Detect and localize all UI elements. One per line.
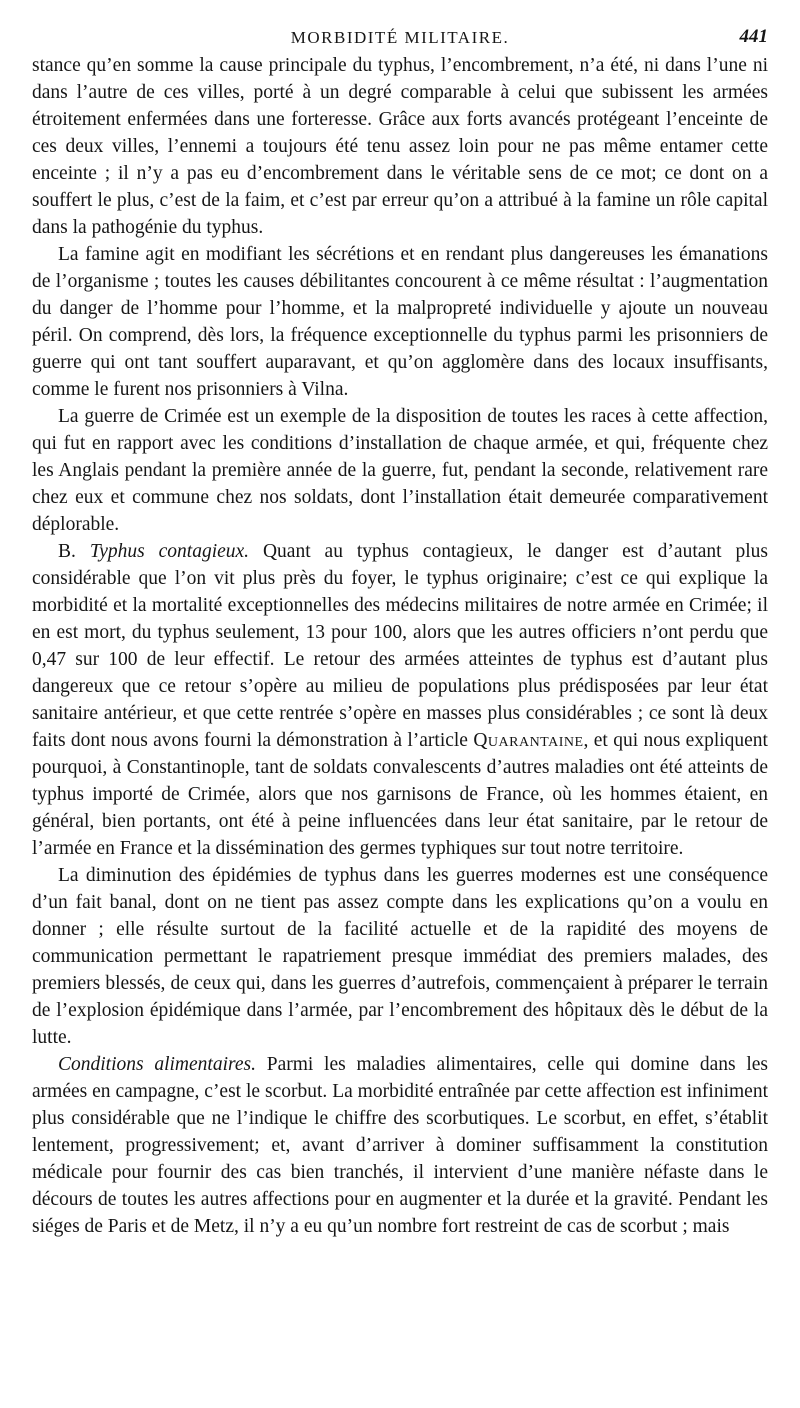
body-text: [32, 52, 768, 1240]
running-title: MORBIDITÉ MILITAIRE.: [290, 28, 510, 47]
paragraph-1: [32, 52, 768, 241]
paragraph-4-text-b: , et qui nous expliquent pourquoi, à Constantinople, tant de soldats convalescents d’autres maladies ont été atteints de typhus importé de Crimée, alors que nos garnisons de France, où les hommes étaient, en général, bien portants, ont été à peine influencées dans leur état sanitaire, par le retour de l’armée en France et la dissémination des germes typhiques sur tout notre territoire.: [32, 730, 768, 859]
paragraph-5: [32, 862, 768, 1051]
paragraph-1-text: stance qu’en somme la cause principale du typhus, l’encombrement, n’a été, ni dans l’une ni dans l’autre de ces villes, porté à un degré comparable à celui que subissent les armées étroitement enfermées dans une forteresse. Grâce aux forts avancés protégeant l’enceinte de ces deux villes, l’ennemi a toujours été tenu assez loin pour ne pas même entamer cette enceinte ; il n’y a pas eu d’encombrement dans le véritable sens de ce mot; ce dont on a souffert le plus, c’est de la faim, et c’est par erreur qu’on a attribué à la famine un rôle capital dans la pathogénie du typhus.: [32, 55, 768, 238]
paragraph-6-text: Parmi les maladies alimentaires, celle qui domine dans les armées en campagne, c’est le scorbut. La morbidité entraînée par cette affection est infiniment plus considérable que ne l’indique le chiffre des scorbutiques. Le scorbut, en effet, s’établit lentement, progressivement; et, avant d’arriver à dominer suffisamment la constitution médicale pour fournir des cas bien tranchés, il intervient d’une manière néfaste dans le décours de toutes les autres affections pour en augmenter et la durée et la gravité. Pendant les siéges de Paris et de Metz, il n’y a eu qu’un nombre fort restreint de cas de scorbut ; mais: [32, 1054, 768, 1237]
paragraph-3-text: La guerre de Crimée est un exemple de la disposition de toutes les races à cette affection, qui fut en rapport avec les conditions d’installation de chaque armée, et qui, fréquente chez les Anglais pendant la première année de la guerre, fut, pendant la seconde, relativement rare chez eux et commune chez nos soldats, dont l’installation était demeurée comparativement déplorable.: [32, 406, 768, 535]
paragraph-2: [32, 241, 768, 403]
paragraph-4-lead: B.: [58, 541, 90, 562]
page-number: 441: [739, 26, 768, 47]
document-page: [32, 22, 768, 1240]
page-header: [32, 22, 768, 52]
paragraph-4-text-a: Quant au typhus contagieux, le danger est d’autant plus considérable que l’on vit plus près du foyer, le typhus originaire; c’est ce qui explique la morbidité et la mortalité exceptionnelles des médecins militaires de notre armée en Crimée; il en est mort, du typhus seulement, 13 pour 100, alors que les autres officiers n’ont perdu que 0,47 sur 100 de leur effectif. Le retour des armées atteintes de typhus est d’autant plus dangereux que ce retour s’opère au milieu de populations plus prédisposées par leur état sanitaire antérieur, et que cette rentrée s’opère en masses plus considérables ; ce sont là deux faits dont nous avons fourni la démonstration à l’article: [32, 541, 768, 751]
paragraph-6: [32, 1051, 768, 1240]
paragraph-4: [32, 538, 768, 862]
cross-reference: Quarantaine: [473, 730, 584, 751]
paragraph-6-heading: Conditions alimentaires.: [58, 1054, 256, 1075]
paragraph-5-text: La diminution des épidémies de typhus dans les guerres modernes est une conséquence d’un fait banal, dont on ne tient pas assez compte dans les explications qu’on a voulu en donner ; elle résulte surtout de la facilité actuelle et de la rapidité des moyens de communication permettant le rapatriement presque immédiat des premiers malades, des premiers blessés, de ceux qui, dans les guerres d’autrefois, commençaient à préparer le terrain de l’explosion épidémique dans l’armée, par l’encombrement des hôpitaux dès le début de la lutte.: [32, 865, 768, 1048]
paragraph-2-text: La famine agit en modifiant les sécrétions et en rendant plus dangereuses les émanations de l’organisme ; toutes les causes débilitantes concourent à ce même résultat : l’augmentation du danger de l’homme pour l’homme, et la malpropreté individuelle y ajoute un nouveau péril. On comprend, dès lors, la fréquence exceptionnelle du typhus parmi les prisonniers de guerre qui ont tant souffert auparavant, et qu’on agglomère dans des locaux insuffisants, comme le furent nos prisonniers à Vilna.: [32, 244, 768, 400]
paragraph-4-heading: Typhus contagieux.: [89, 541, 250, 562]
paragraph-3: [32, 403, 768, 538]
